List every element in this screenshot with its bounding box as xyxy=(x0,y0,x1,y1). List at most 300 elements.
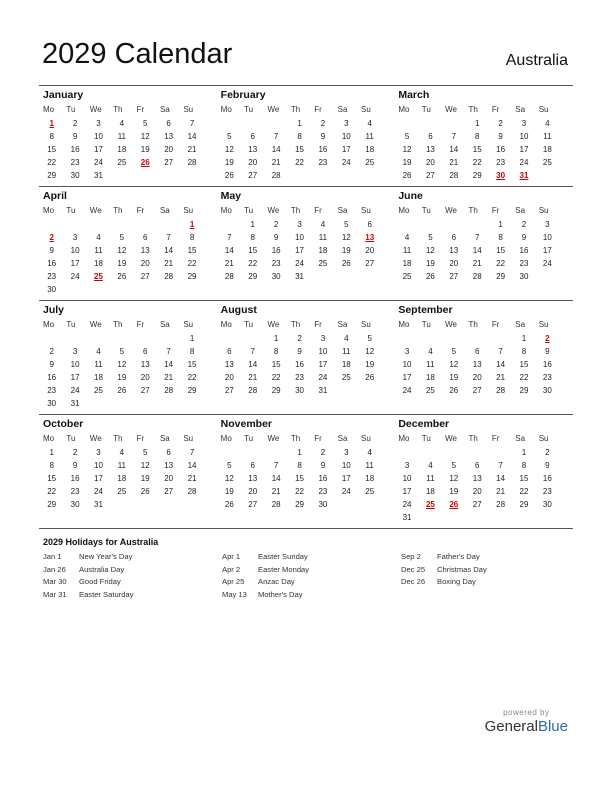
week-row xyxy=(395,345,573,358)
week-row xyxy=(40,117,218,130)
day-cell: 21 xyxy=(164,373,174,382)
holiday-name: Australia Day xyxy=(79,564,125,574)
holiday-date: Sep 2 xyxy=(401,552,421,561)
day-cell: 29 xyxy=(472,171,482,180)
day-cell xyxy=(358,498,381,511)
day-cell: 28 xyxy=(271,171,281,180)
week-row xyxy=(40,485,218,498)
day-cell: 13 xyxy=(164,132,174,141)
day-cell: 26 xyxy=(449,386,459,395)
day-cell: 16 xyxy=(542,474,552,483)
day-cell: 9 xyxy=(297,347,302,356)
day-cell: 27 xyxy=(425,171,435,180)
day-cell: 3 xyxy=(344,448,349,457)
day-cell: 16 xyxy=(295,360,304,369)
holidays-title: 2029 Holidays for Australia xyxy=(43,537,159,547)
day-cell: 30 xyxy=(519,272,529,281)
day-cell: 21 xyxy=(271,487,281,496)
weekday-label: Sa xyxy=(337,206,348,215)
day-cell: 25 xyxy=(94,386,103,395)
day-cell: 19 xyxy=(425,259,435,268)
day-cell: 23 xyxy=(542,373,552,382)
day-cell: 15 xyxy=(519,474,529,483)
week-row xyxy=(395,498,573,511)
day-cell: 4 xyxy=(428,347,433,356)
weekday-label: Tu xyxy=(66,105,76,114)
weekday-label: Tu xyxy=(421,206,431,215)
weekday-label: Tu xyxy=(244,206,254,215)
day-cell: 12 xyxy=(224,474,234,483)
weekday-label: We xyxy=(445,434,457,443)
day-cell: 17 xyxy=(70,373,80,382)
day-cell: 3 xyxy=(72,233,78,242)
weekday-label: Tu xyxy=(66,320,76,329)
day-cell: 16 xyxy=(70,474,80,483)
day-cell: 18 xyxy=(425,373,435,382)
weekday-label: Mo xyxy=(220,320,232,329)
weekday-label: We xyxy=(445,105,457,114)
week-row xyxy=(40,498,218,511)
day-cell: 25 xyxy=(341,373,351,382)
day-cell: 11 xyxy=(94,360,103,369)
weekday-label: Mo xyxy=(398,206,410,215)
day-cell: 8 xyxy=(189,233,195,242)
day-cell: 28 xyxy=(164,272,174,281)
day-cell: 5 xyxy=(428,233,433,242)
month-block xyxy=(39,301,218,414)
day-cell: 29 xyxy=(187,272,197,281)
day-cell: 7 xyxy=(273,132,279,141)
week-row xyxy=(395,231,573,244)
day-cell: 1 xyxy=(474,119,480,128)
day-cell: 16 xyxy=(47,373,57,382)
holiday-date: May 13 xyxy=(222,589,247,599)
day-cell: 15 xyxy=(47,145,57,154)
week-row xyxy=(40,371,218,384)
day-cell: 18 xyxy=(117,145,127,154)
day-cell: 27 xyxy=(248,500,258,509)
day-cell: 11 xyxy=(342,347,351,356)
day-cell: 26 xyxy=(224,500,234,509)
month-block xyxy=(395,187,573,300)
week-row xyxy=(395,485,573,498)
week-row xyxy=(40,446,218,459)
week-row xyxy=(40,143,218,156)
day-cell: 29 xyxy=(187,386,197,395)
holiday-item xyxy=(222,551,401,564)
week-row xyxy=(395,446,573,459)
day-cell: 10 xyxy=(402,474,412,483)
day-cell: 20 xyxy=(449,259,459,268)
month-block xyxy=(395,86,573,186)
day-cell: 28 xyxy=(224,272,234,281)
day-cell xyxy=(134,498,157,511)
day-cell: 29 xyxy=(47,500,57,509)
day-cell: 13 xyxy=(472,474,482,483)
day-cell xyxy=(466,218,489,231)
day-cell: 29 xyxy=(248,272,258,281)
day-cell: 8 xyxy=(297,461,302,470)
weekday-label: Sa xyxy=(159,206,170,215)
day-cell xyxy=(87,397,110,410)
day-cell: 25 xyxy=(318,259,328,268)
holiday-column xyxy=(222,551,401,601)
day-cell: 4 xyxy=(119,119,125,128)
weekday-label: Fr xyxy=(314,320,322,329)
day-cell: 16 xyxy=(271,246,281,255)
day-cell: 30 xyxy=(271,272,281,281)
week-row xyxy=(40,358,218,371)
day-cell: 7 xyxy=(498,461,503,470)
day-cell xyxy=(395,218,418,231)
day-cell: 21 xyxy=(224,259,234,268)
day-cell: 9 xyxy=(72,461,78,470)
day-cell: 1 xyxy=(189,334,195,343)
weekday-label: We xyxy=(445,320,457,329)
month-name: June xyxy=(398,190,423,202)
day-cell: 24 xyxy=(542,259,552,268)
day-cell: 3 xyxy=(96,119,101,128)
day-cell: 24 xyxy=(402,500,412,509)
day-cell: 7 xyxy=(474,233,480,242)
day-cell xyxy=(536,169,559,182)
day-cell xyxy=(157,397,180,410)
day-cell: 19 xyxy=(341,246,351,255)
day-cell: 26 xyxy=(140,487,150,496)
day-cell: 10 xyxy=(341,461,351,470)
weekday-label: Su xyxy=(361,434,371,443)
day-cell xyxy=(335,384,358,397)
day-cell: 18 xyxy=(402,259,412,268)
day-cell: 20 xyxy=(472,373,482,382)
brand-blue: Blue xyxy=(537,718,568,735)
day-cell: 6 xyxy=(428,132,433,141)
day-cell: 21 xyxy=(472,259,482,268)
day-cell: 30 xyxy=(318,500,328,509)
day-cell: 12 xyxy=(224,145,234,154)
day-cell xyxy=(419,218,442,231)
powered-by-label: powered by xyxy=(503,708,550,717)
day-cell: 2 xyxy=(297,334,302,343)
day-cell: 26 xyxy=(117,272,127,281)
day-cell xyxy=(180,498,203,511)
day-cell: 4 xyxy=(96,233,101,242)
day-cell: 21 xyxy=(449,158,459,167)
day-cell: 19 xyxy=(224,158,234,167)
day-cell: 24 xyxy=(295,259,304,268)
calendar-row xyxy=(39,300,573,414)
month-name: July xyxy=(43,304,65,316)
calendar-row xyxy=(39,186,573,300)
day-cell: 27 xyxy=(472,386,482,395)
day-cell: 6 xyxy=(250,132,255,141)
day-cell: 31 xyxy=(318,386,328,395)
day-cell: 25 xyxy=(402,272,412,281)
weekday-label: Mo xyxy=(220,105,232,114)
weekday-header xyxy=(395,317,573,332)
weekday-label: Fr xyxy=(491,206,500,215)
day-cell xyxy=(395,117,418,130)
day-cell: 21 xyxy=(164,259,174,268)
month-name: February xyxy=(220,89,266,101)
day-cell: 6 xyxy=(451,233,457,242)
day-cell: 25 xyxy=(425,386,435,395)
day-cell: 11 xyxy=(117,461,127,470)
day-cell: 14 xyxy=(271,474,281,483)
day-cell: 15 xyxy=(295,145,304,154)
day-cell xyxy=(264,117,287,130)
day-cell: 5 xyxy=(344,220,349,229)
day-cell: 23 xyxy=(47,386,57,395)
day-cell xyxy=(311,169,334,182)
day-cell xyxy=(288,169,311,182)
day-cell: 5 xyxy=(451,347,457,356)
weekday-label: Th xyxy=(468,320,478,329)
week-row xyxy=(40,231,218,244)
day-cell xyxy=(134,397,157,410)
day-cell: 7 xyxy=(498,347,503,356)
day-cell: 18 xyxy=(318,246,328,255)
day-cell: 16 xyxy=(70,145,80,154)
month-block xyxy=(39,415,218,528)
day-cell: 3 xyxy=(320,334,326,343)
day-cell: 2 xyxy=(521,220,527,229)
weekday-label: Th xyxy=(113,206,123,215)
weekday-label: Tu xyxy=(421,320,431,329)
month-block xyxy=(218,301,396,414)
day-cell: 5 xyxy=(451,461,457,470)
holiday-item xyxy=(43,589,222,602)
holiday-date: Jan 1 xyxy=(43,552,62,561)
day-cell: 23 xyxy=(271,259,281,268)
day-cell: 17 xyxy=(94,474,103,483)
weekday-label: Th xyxy=(113,105,123,114)
week-row xyxy=(395,511,573,524)
week-row xyxy=(218,244,396,257)
day-cell: 18 xyxy=(425,487,435,496)
day-cell: 7 xyxy=(273,461,279,470)
weekday-label: Fr xyxy=(314,105,322,114)
day-cell: 17 xyxy=(402,487,412,496)
day-cell xyxy=(241,446,264,459)
day-cell: 15 xyxy=(271,360,281,369)
weekday-header xyxy=(40,317,218,332)
weekday-label: Fr xyxy=(136,206,145,215)
day-cell: 5 xyxy=(119,347,125,356)
weekday-label: Su xyxy=(361,206,371,215)
day-cell: 17 xyxy=(318,360,328,369)
weekday-label: Su xyxy=(361,105,371,114)
day-cell: 16 xyxy=(318,474,328,483)
day-cell: 14 xyxy=(248,360,258,369)
holiday-date: Dec 26 xyxy=(401,577,426,586)
day-cell xyxy=(40,218,63,231)
day-cell: 7 xyxy=(166,233,171,242)
day-cell: 31 xyxy=(402,513,412,522)
day-cell xyxy=(218,446,241,459)
day-cell: 8 xyxy=(474,132,480,141)
day-cell: 9 xyxy=(49,246,54,255)
day-cell: 22 xyxy=(519,373,529,382)
weekday-label: We xyxy=(89,206,102,215)
day-cell: 19 xyxy=(117,373,127,382)
day-cell: 1 xyxy=(297,119,302,128)
weekday-label: Sa xyxy=(159,434,170,443)
day-cell: 23 xyxy=(47,272,57,281)
day-cell: 17 xyxy=(341,145,351,154)
day-cell: 11 xyxy=(117,132,127,141)
holiday-day-cell: 25 xyxy=(94,272,103,281)
day-cell: 25 xyxy=(117,158,127,167)
holidays-section xyxy=(43,537,583,601)
day-cell: 19 xyxy=(140,145,150,154)
day-cell: 9 xyxy=(498,132,503,141)
week-row xyxy=(395,459,573,472)
day-cell xyxy=(134,218,157,231)
day-cell: 14 xyxy=(164,246,174,255)
day-cell: 13 xyxy=(425,145,435,154)
day-cell xyxy=(335,498,358,511)
day-cell: 31 xyxy=(94,500,103,509)
day-cell: 29 xyxy=(295,500,304,509)
month-name: December xyxy=(398,418,450,430)
holiday-name: Easter Saturday xyxy=(79,589,134,599)
week-row xyxy=(395,117,573,130)
day-cell: 29 xyxy=(47,171,57,180)
weekday-label: We xyxy=(267,206,280,215)
weekday-header xyxy=(218,431,396,446)
weekday-label: We xyxy=(267,320,280,329)
day-cell: 22 xyxy=(47,487,57,496)
day-cell xyxy=(180,169,203,182)
weekday-label: Mo xyxy=(220,434,232,443)
day-cell: 17 xyxy=(94,145,103,154)
week-row xyxy=(218,358,396,371)
day-cell xyxy=(358,270,381,283)
day-cell: 21 xyxy=(271,158,281,167)
day-cell xyxy=(419,511,442,524)
weekday-label: Su xyxy=(183,320,194,329)
week-row xyxy=(218,218,396,231)
day-cell: 8 xyxy=(521,461,527,470)
holiday-column xyxy=(43,551,222,601)
day-cell: 26 xyxy=(224,171,234,180)
weekday-label: Mo xyxy=(43,320,55,329)
day-cell: 11 xyxy=(426,474,435,483)
weekday-label: Fr xyxy=(136,320,145,329)
day-cell: 15 xyxy=(519,360,529,369)
weekday-label: Tu xyxy=(244,320,254,329)
day-cell: 15 xyxy=(187,246,197,255)
day-cell: 6 xyxy=(143,233,148,242)
day-cell: 10 xyxy=(94,461,103,470)
day-cell: 22 xyxy=(496,259,506,268)
month-block xyxy=(395,301,573,414)
day-cell: 24 xyxy=(318,373,328,382)
day-cell: 11 xyxy=(543,132,552,141)
weekday-label: Th xyxy=(468,434,478,443)
day-cell: 14 xyxy=(449,145,459,154)
week-row xyxy=(218,446,396,459)
day-cell: 24 xyxy=(70,386,80,395)
day-cell xyxy=(489,511,512,524)
holiday-name: Easter Sunday xyxy=(258,552,308,561)
day-cell: 3 xyxy=(521,119,527,128)
day-cell: 20 xyxy=(472,487,482,496)
day-cell: 10 xyxy=(70,360,80,369)
weekday-header xyxy=(40,431,218,446)
day-cell xyxy=(442,117,465,130)
day-cell: 7 xyxy=(189,119,195,128)
day-cell: 5 xyxy=(404,132,410,141)
day-cell: 13 xyxy=(248,474,258,483)
weekday-label: Sa xyxy=(159,320,170,329)
month-block xyxy=(218,187,396,300)
day-cell: 3 xyxy=(404,461,410,470)
calendar-row xyxy=(39,85,573,186)
weekday-header xyxy=(40,102,218,117)
day-cell: 7 xyxy=(451,132,457,141)
day-cell: 24 xyxy=(519,158,529,167)
day-cell xyxy=(157,498,180,511)
day-cell xyxy=(63,218,86,231)
day-cell xyxy=(180,397,203,410)
holiday-date: Mar 30 xyxy=(43,577,67,586)
day-cell: 27 xyxy=(248,171,258,180)
week-row xyxy=(395,169,573,182)
day-cell: 27 xyxy=(224,386,234,395)
day-cell: 30 xyxy=(70,500,80,509)
day-cell: 22 xyxy=(187,259,197,268)
day-cell: 7 xyxy=(166,347,171,356)
day-cell: 13 xyxy=(449,246,459,255)
day-cell: 9 xyxy=(49,360,54,369)
week-row xyxy=(40,130,218,143)
holiday-item xyxy=(43,564,222,577)
day-cell: 9 xyxy=(273,233,279,242)
weekday-label: Sa xyxy=(515,206,526,215)
day-cell: 28 xyxy=(496,386,506,395)
day-cell xyxy=(466,332,489,345)
day-cell: 9 xyxy=(320,132,326,141)
holiday-day-cell: 1 xyxy=(49,119,54,128)
day-cell: 6 xyxy=(250,461,255,470)
day-cell: 2 xyxy=(72,119,78,128)
day-cell xyxy=(241,117,264,130)
day-cell xyxy=(110,218,133,231)
day-cell: 22 xyxy=(248,259,258,268)
weekday-label: Sa xyxy=(337,320,348,329)
day-cell: 24 xyxy=(402,386,412,395)
day-cell xyxy=(442,511,465,524)
day-cell: 18 xyxy=(94,373,103,382)
weekday-label: Mo xyxy=(220,206,232,215)
day-cell: 6 xyxy=(367,220,372,229)
day-cell xyxy=(110,169,133,182)
day-cell xyxy=(442,446,465,459)
day-cell xyxy=(110,498,133,511)
weekday-label: Fr xyxy=(136,105,145,114)
day-cell: 25 xyxy=(117,487,127,496)
day-cell: 10 xyxy=(341,132,351,141)
day-cell xyxy=(63,283,86,296)
day-cell: 26 xyxy=(425,272,435,281)
day-cell: 13 xyxy=(224,360,234,369)
day-cell xyxy=(311,270,334,283)
day-cell xyxy=(536,270,559,283)
day-cell: 20 xyxy=(164,145,174,154)
day-cell: 14 xyxy=(224,246,234,255)
